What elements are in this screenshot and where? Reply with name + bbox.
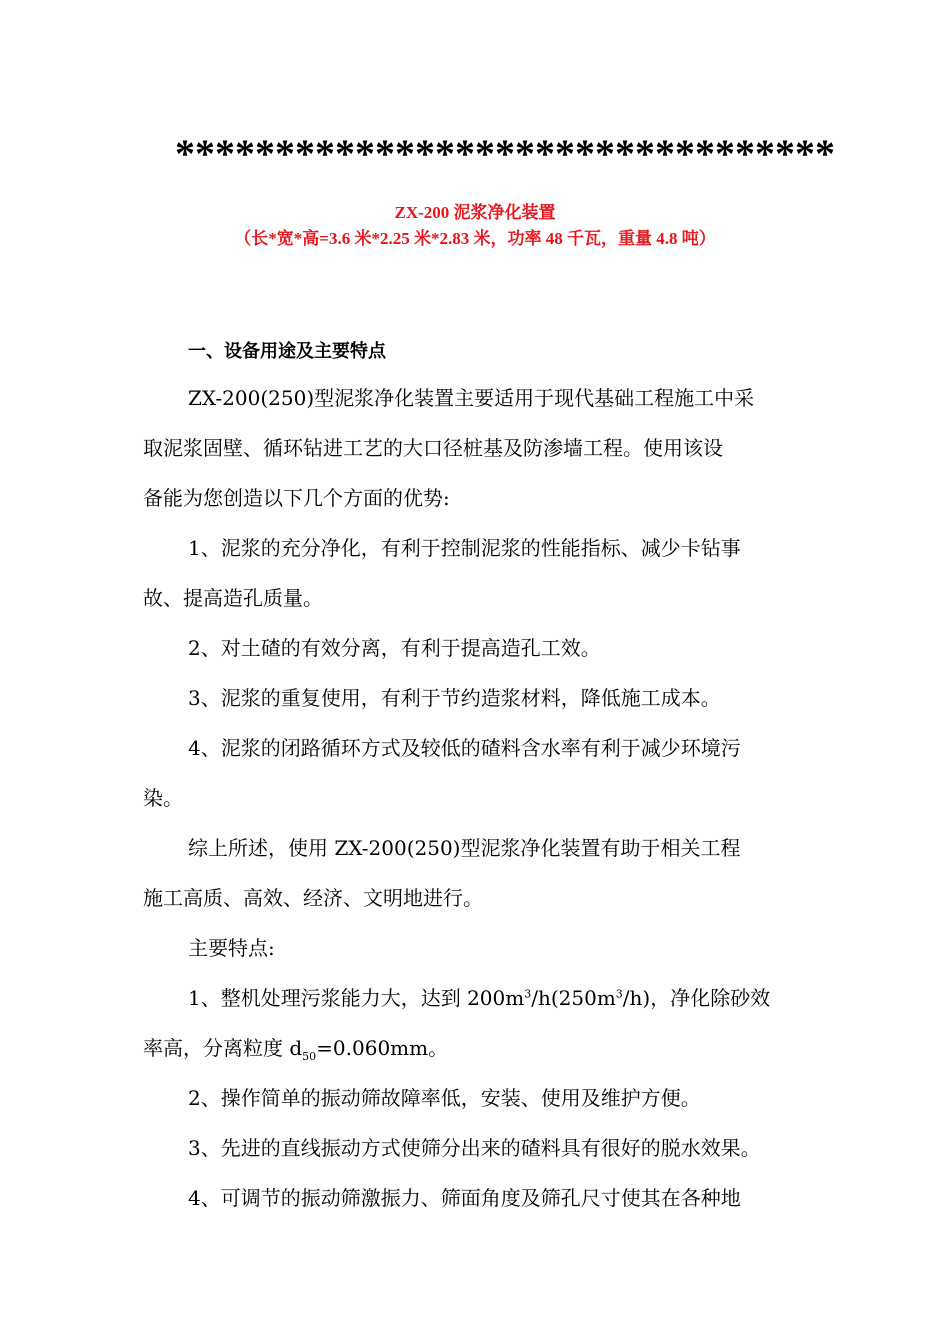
features-label: 主要特点: xyxy=(188,936,275,960)
feature-item: 2、操作简单的振动筛故障率低，安装、使用及维护方便。 xyxy=(188,1086,701,1110)
superscript: 3 xyxy=(524,987,532,1001)
advantage-item-continued: 染。 xyxy=(143,786,183,810)
advantage-item: 3、泥浆的重复使用，有利于节约造浆材料，降低施工成本。 xyxy=(188,686,721,710)
advantage-item: 4、泥浆的闭路循环方式及较低的碴料含水率有利于减少环境污 xyxy=(188,736,741,760)
section-heading: 一、设备用途及主要特点 xyxy=(188,341,386,362)
superscript: 3 xyxy=(615,987,623,1001)
summary-line: 施工高质、高效、经济、文明地进行。 xyxy=(143,886,483,910)
feature-item xyxy=(188,984,770,1012)
feature-item: 4、可调节的振动筛激振力、筛面角度及筛孔尺寸使其在各种地 xyxy=(188,1186,741,1210)
feature-item: 3、先进的直线振动方式使筛分出来的碴料具有很好的脱水效果。 xyxy=(188,1136,761,1160)
advantage-item: 1、泥浆的充分净化，有利于控制泥浆的性能指标、减少卡钻事 xyxy=(188,536,741,560)
feature-text: /h(250m xyxy=(531,986,616,1010)
advantage-item: 2、对土碴的有效分离，有利于提高造孔工效。 xyxy=(188,636,601,660)
document-title: ZX-200 泥浆净化装置 xyxy=(394,203,556,222)
subscript: 50 xyxy=(302,1050,317,1063)
feature-text: /h)，净化除砂效 xyxy=(622,986,771,1010)
intro-line: ZX-200(250)型泥浆净化装置主要适用于现代基础工程施工中采 xyxy=(188,386,755,410)
advantage-item-continued: 故、提高造孔质量。 xyxy=(143,586,323,610)
feature-text: =0.060mm。 xyxy=(316,1036,449,1060)
document-specs: （长*宽*高=3.6 米*2.25 米*2.83 米，功率 48 千瓦，重量 4.8 吨） xyxy=(234,229,716,248)
feature-item-continued xyxy=(143,1034,448,1062)
decorative-star-divider: ********************************* xyxy=(175,131,835,176)
summary-line: 综上所述，使用 ZX-200(250)型泥浆净化装置有助于相关工程 xyxy=(188,836,741,860)
feature-text: 率高，分离粒度 d xyxy=(143,1036,303,1060)
intro-line: 取泥浆固壁、循环钻进工艺的大口径桩基及防渗墙工程。使用该设 xyxy=(143,436,723,460)
feature-text: 1、整机处理污浆能力大，达到 200m xyxy=(188,986,525,1010)
intro-line: 备能为您创造以下几个方面的优势: xyxy=(143,486,450,510)
